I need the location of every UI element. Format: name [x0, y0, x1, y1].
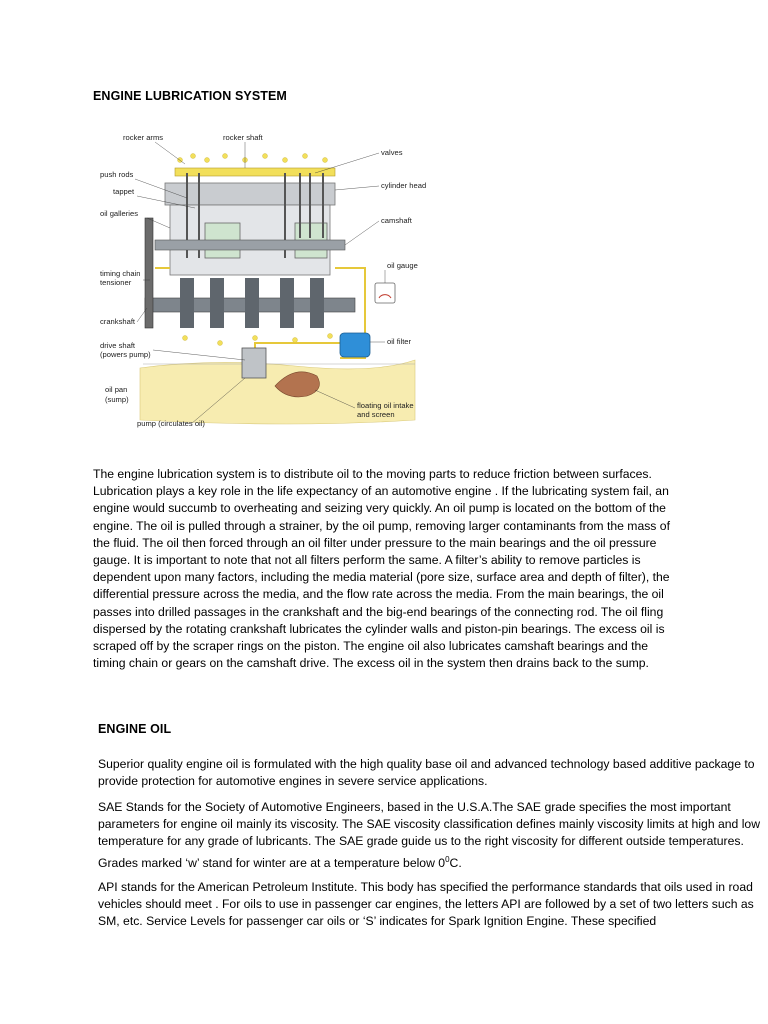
svg-text:valves: valves	[381, 148, 403, 157]
engine-oil-paragraph: Superior quality engine oil is formulated with the high quality base oil and advanced technology based additive package to provide protection for automotive engines in severe service applications.	[98, 757, 755, 789]
svg-text:tensioner: tensioner	[100, 278, 132, 287]
svg-text:oil galleries: oil galleries	[100, 209, 138, 218]
degree-superscript: 0	[445, 854, 450, 864]
timing-chain	[145, 218, 153, 328]
svg-text:cylinder head: cylinder head	[381, 181, 427, 190]
svg-text:push rods: push rods	[100, 170, 134, 179]
svg-text:pump (circulates oil): pump (circulates oil)	[137, 419, 205, 428]
svg-text:tappet: tappet	[113, 187, 135, 196]
api-paragraph: API stands for the American Petroleum Institute. This body has specified the performance standards that oils used in road vehicles should meet . For oils to use in passenger car engines, the letters API are followed by a set of two letters such as SM, etc. Service Levels for passenger car oils or ‘S’ indicates for Spark Ignition Engine. These specified	[98, 880, 754, 929]
engine-oil-heading: ENGINE OIL	[98, 722, 172, 736]
svg-text:camshaft: camshaft	[381, 216, 412, 225]
svg-text:oil filter: oil filter	[387, 337, 412, 346]
svg-text:(sump): (sump)	[105, 395, 129, 404]
page-title: ENGINE LUBRICATION SYSTEM	[93, 89, 287, 103]
svg-text:oil pan: oil pan	[105, 385, 128, 394]
svg-text:(powers pump): (powers pump)	[100, 350, 151, 359]
sae-paragraph	[98, 799, 763, 872]
sae-paragraph-text: SAE Stands for the Society of Automotive Engineers, based in the U.S.A.The SAE grade specifies the most important parameters for engine oil mainly its viscosity. The SAE viscosity classification defines mainly viscosity limits at high and low temperature for any grade of lubricants. The SAE grade guide us to the right viscosity for different outside temperatures. Grades marked ‘w’ stand for winter are at a temperature below 0	[98, 800, 760, 870]
svg-text:crankshaft: crankshaft	[100, 317, 136, 326]
svg-text:oil gauge: oil gauge	[387, 261, 418, 270]
sae-paragraph-end: C.	[449, 855, 462, 870]
svg-text:timing chain: timing chain	[100, 269, 141, 278]
oil-pump	[242, 348, 266, 378]
svg-text:and screen: and screen	[357, 410, 395, 419]
svg-text:rocker shaft: rocker shaft	[223, 133, 263, 142]
svg-text:drive shaft: drive shaft	[100, 341, 136, 350]
camshaft	[155, 240, 345, 250]
oil-filter-icon	[340, 333, 370, 357]
oil-gauge-icon	[375, 283, 395, 303]
svg-text:floating oil intake: floating oil intake	[357, 401, 414, 410]
svg-text:rocker arms: rocker arms	[123, 133, 164, 142]
lubrication-paragraph: The engine lubrication system is to distribute oil to the moving parts to reduce friction between surfaces. Lubrication plays a key role in the life expectancy of an automotive engine . If the lubricating system fail, an engine would succumb to overheating and seizing very quickly. An oil pump is located on the bottom of the engine. The oil is pulled through a strainer, by the oil pump, removing larger contaminants from the mass of the fluid. The oil then forced through an oil filter under pressure to the main bearings and the oil pressure gauge. It is important to note that not all filters perform the same. A filter’s ability to remove particles is dependent upon many factors, including the media material (pore size, surface area and depth of filter), the differential pressure across the media, and the flow rate across the media. From the main bearings, the oil passes into drilled passages in the crankshaft and the big-end bearings of the connecting rod. The oil fling dispersed by the rotating crankshaft lubricates the cylinder walls and piston-pin bearings. The excess oil is scraped off by the scraper rings on the piston. The engine oil also lubricates camshaft bearings and the timing chain or gears on the camshaft drive. The excess oil in the system then drains back to the sump.	[93, 467, 670, 671]
lubrication-system-diagram	[95, 128, 430, 448]
